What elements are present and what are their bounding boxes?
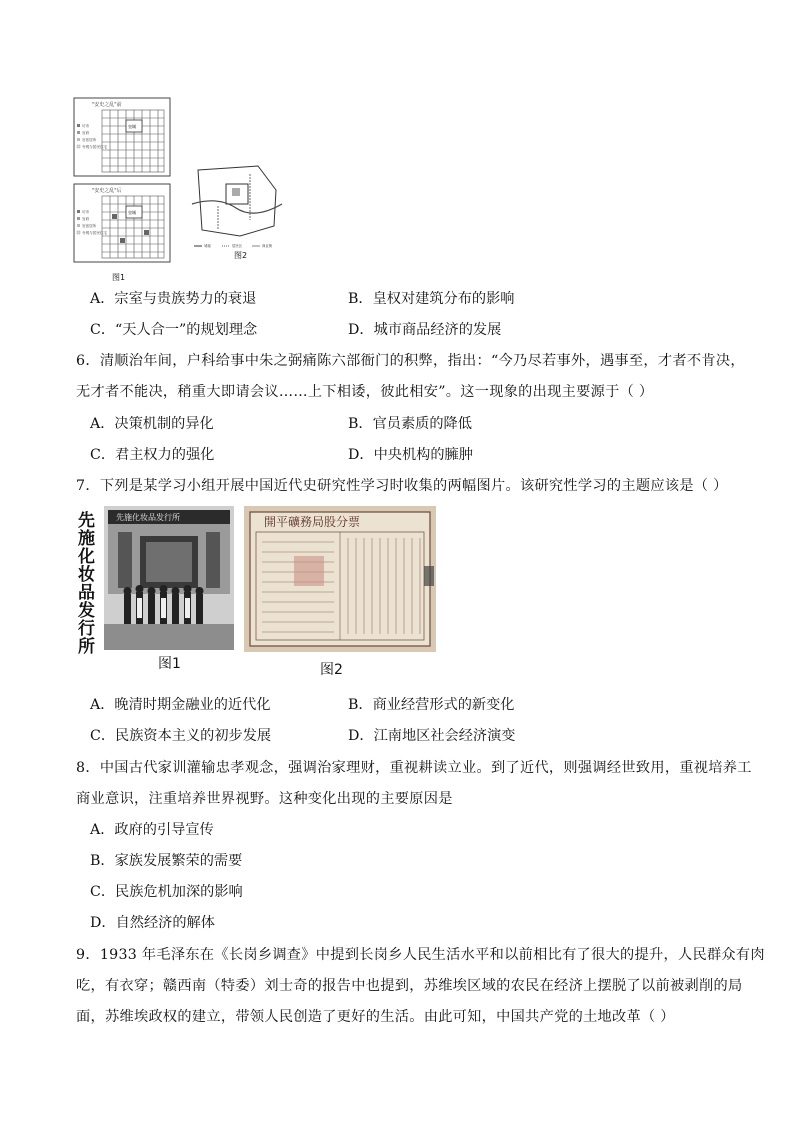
- q8-option-d[interactable]: D．自然经济的解体: [90, 915, 215, 931]
- fig1-legend-3: 寺观与居民住宅: [82, 145, 108, 149]
- q7-figure-1: [78, 506, 234, 672]
- fig1-bottom-center: 皇城: [128, 210, 136, 215]
- q7-fig2-caption: 图2: [320, 662, 343, 678]
- q7-fig2-title: 開平礦務局股分票: [264, 515, 361, 529]
- fig2-legend-2: 商业街: [262, 244, 273, 248]
- q8-stem-line-1: 8．中国古代家训灌输忠孝观念，强调治家理财，重视耕读立业。到了近代，则强调经世致用，重视培养工: [76, 760, 752, 776]
- share-certificate: [244, 506, 436, 652]
- fig2-legend-1: 居民区: [232, 244, 243, 248]
- q6-stem-line-2: 无才者不能决，稍重大即请会议……上下相诿，彼此相安”。这一现象的出现主要源于（ ）: [76, 384, 654, 400]
- q6-option-b[interactable]: B．官员素质的降低: [348, 416, 472, 432]
- city-layout-figure-1: [72, 96, 172, 282]
- q6-option-a[interactable]: A．决策机制的异化: [90, 416, 214, 432]
- q7-option-a[interactable]: A．晚清时期金融业的近代化: [90, 697, 271, 713]
- fig1-legend-2: 官宦居所: [82, 138, 97, 142]
- svg-text:寺观与居民住宅: 寺观与居民住宅: [82, 231, 108, 235]
- q9-stem-line-3: 面，苏维埃政权的建立，带领人民创造了更好的生活。由此可知，中国共产党的土地改革（ ）: [76, 1009, 675, 1025]
- fig1-legend-0: 坊市: [82, 124, 90, 128]
- q6-option-d[interactable]: D．中央机构的臃肿: [348, 447, 473, 463]
- q8-option-b[interactable]: B．家族发展繁荣的需要: [90, 853, 243, 869]
- q9-stem-line-1: 9．1933 年毛泽东在《长岗乡调查》中提到长岗乡人民生活水平和以前相比有了很大的提升，人民群众有肉: [76, 947, 765, 963]
- city-map-2: [188, 160, 284, 260]
- q7-fig1-sign: 先施化妆品发行所: [116, 513, 180, 522]
- q7-fig1-caption: 图1: [158, 656, 181, 672]
- q5-option-a[interactable]: A．宗室与贵族势力的衰退: [90, 291, 257, 307]
- fig1-legend-1: 官府: [82, 131, 90, 135]
- q7-stem-line-1: 7．下列是某学习小组开展中国近代史研究性学习时收集的两幅图片。该研究性学习的主题应该是（ ）: [76, 478, 728, 494]
- fig1-top-center: 皇城: [128, 124, 136, 129]
- q8-option-a[interactable]: A．政府的引导宣传: [90, 822, 214, 838]
- q7-option-c[interactable]: C．民族资本主义的初步发展: [90, 728, 272, 744]
- fig1-top-title: "安史之乱"前: [92, 102, 122, 108]
- q6-stem-line-1: 6．清顺治年间，户科给事中朱之弼痛陈六部衙门的积弊，指出：“今乃尽若事外，遇事至，才者不肯决，: [76, 353, 745, 369]
- q7-option-b[interactable]: B．商业经营形式的新变化: [348, 697, 515, 713]
- city-layout-figure-2: [188, 160, 284, 260]
- fig2-caption: 图2: [234, 251, 248, 260]
- svg-text:官府: 官府: [82, 217, 90, 221]
- fig1-caption: 图1: [112, 273, 126, 282]
- svg-text:坊市: 坊市: [82, 210, 90, 214]
- city-grid-maps: [72, 96, 172, 272]
- q8-stem-line-2: 商业意识，注重培养世界视野。这种变化出现的主要原因是: [76, 791, 453, 807]
- q7-option-d[interactable]: D．江南地区社会经济演变: [348, 728, 516, 744]
- q7-fig1-side-text: 先施化妆品发行所: [78, 511, 95, 657]
- q7-figure-2: [244, 506, 436, 678]
- fig2-legend-0: 城墙: [204, 244, 211, 248]
- q9-stem-line-2: 吃，有衣穿；赣西南（特委）刘士奇的报告中也提到，苏维埃区域的农民在经济上摆脱了以前被剥削的局: [76, 978, 743, 994]
- q5-option-d[interactable]: D．城市商品经济的发展: [348, 322, 502, 338]
- q5-option-c[interactable]: C．“天人合一”的规划理念: [90, 322, 258, 338]
- q6-option-c[interactable]: C．君主权力的强化: [90, 447, 215, 463]
- q5-option-b[interactable]: B．皇权对建筑分布的影响: [348, 291, 515, 307]
- q8-option-c[interactable]: C．民族危机加深的影响: [90, 884, 243, 900]
- fig1-bottom-title: "安史之乱"后: [92, 188, 122, 194]
- svg-text:官宦居所: 官宦居所: [82, 224, 97, 228]
- store-photo: [104, 506, 234, 650]
